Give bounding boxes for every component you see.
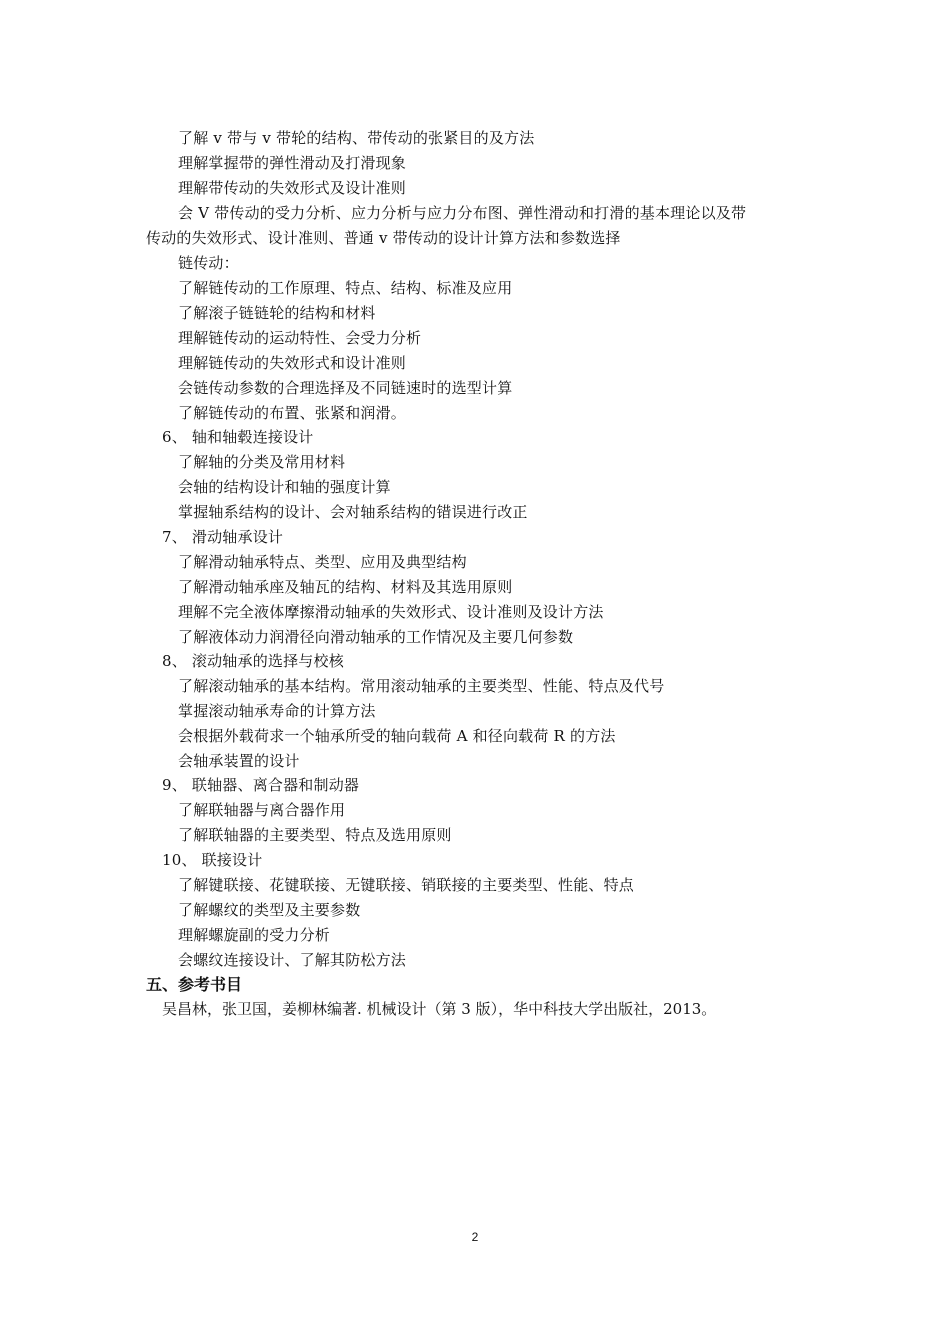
text-line: 会 V 带传动的受力分析、应力分析与应力分布图、弹性滑动和打滑的基本理论以及带 <box>178 204 747 222</box>
reference-entry: 吴昌林，张卫国，姜柳林编著. 机械设计（第 3 版），华中科技大学出版社，2013。 <box>162 1000 717 1018</box>
text-line: 理解带传动的失效形式及设计准则 <box>178 179 407 197</box>
text-line: 理解不完全液体摩擦滑动轴承的失效形式、设计准则及设计方法 <box>178 603 604 621</box>
page-number: 2 <box>471 1230 479 1244</box>
text-line: 了解 v 带与 v 带轮的结构、带传动的张紧目的及方法 <box>178 129 535 147</box>
text-line: 会轴承装置的设计 <box>178 752 300 770</box>
text-line: 了解滚子链链轮的结构和材料 <box>178 304 376 322</box>
numbered-item-6: 6、 轴和轴毂连接设计 <box>162 428 314 446</box>
numbered-item-10: 10、 联接设计 <box>162 851 263 869</box>
text-line: 了解液体动力润滑径向滑动轴承的工作情况及主要几何参数 <box>178 628 574 646</box>
text-line: 了解轴的分类及常用材料 <box>178 453 346 471</box>
text-line: 传动的失效形式、设计准则、普通 v 带传动的设计计算方法和参数选择 <box>146 229 621 247</box>
text-line: 理解螺旋副的受力分析 <box>178 926 331 944</box>
text-line: 了解链传动的工作原理、特点、结构、标准及应用 <box>178 279 513 297</box>
text-line: 了解联轴器的主要类型、特点及选用原则 <box>178 826 452 844</box>
text-line: 链传动： <box>178 254 239 272</box>
text-line: 理解掌握带的弹性滑动及打滑现象 <box>178 154 407 172</box>
text-line: 会螺纹连接设计、了解其防松方法 <box>178 951 407 969</box>
text-line: 掌握轴系结构的设计、会对轴系结构的错误进行改正 <box>178 503 528 521</box>
text-line: 理解链传动的失效形式和设计准则 <box>178 354 407 372</box>
text-line: 了解滚动轴承的基本结构。常用滚动轴承的主要类型、性能、特点及代号 <box>178 677 665 695</box>
text-line: 了解键联接、花键联接、无键联接、销联接的主要类型、性能、特点 <box>178 876 635 894</box>
text-line: 了解螺纹的类型及主要参数 <box>178 901 361 919</box>
text-line: 会根据外载荷求一个轴承所受的轴向载荷 A 和径向载荷 R 的方法 <box>178 727 616 745</box>
numbered-item-7: 7、 滑动轴承设计 <box>162 528 284 546</box>
section-heading: 五、参考书目 <box>146 975 243 994</box>
text-line: 理解链传动的运动特性、会受力分析 <box>178 329 422 347</box>
numbered-item-9: 9、 联轴器、离合器和制动器 <box>162 776 360 794</box>
text-line: 了解链传动的布置、张紧和润滑。 <box>178 404 407 422</box>
text-line: 会轴的结构设计和轴的强度计算 <box>178 478 391 496</box>
text-line: 了解滑动轴承特点、类型、应用及典型结构 <box>178 553 467 571</box>
text-line: 掌握滚动轴承寿命的计算方法 <box>178 702 376 720</box>
text-line: 会链传动参数的合理选择及不同链速时的选型计算 <box>178 379 513 397</box>
numbered-item-8: 8、 滚动轴承的选择与校核 <box>162 652 344 670</box>
text-line: 了解联轴器与离合器作用 <box>178 801 346 819</box>
text-line: 了解滑动轴承座及轴瓦的结构、材料及其选用原则 <box>178 578 513 596</box>
